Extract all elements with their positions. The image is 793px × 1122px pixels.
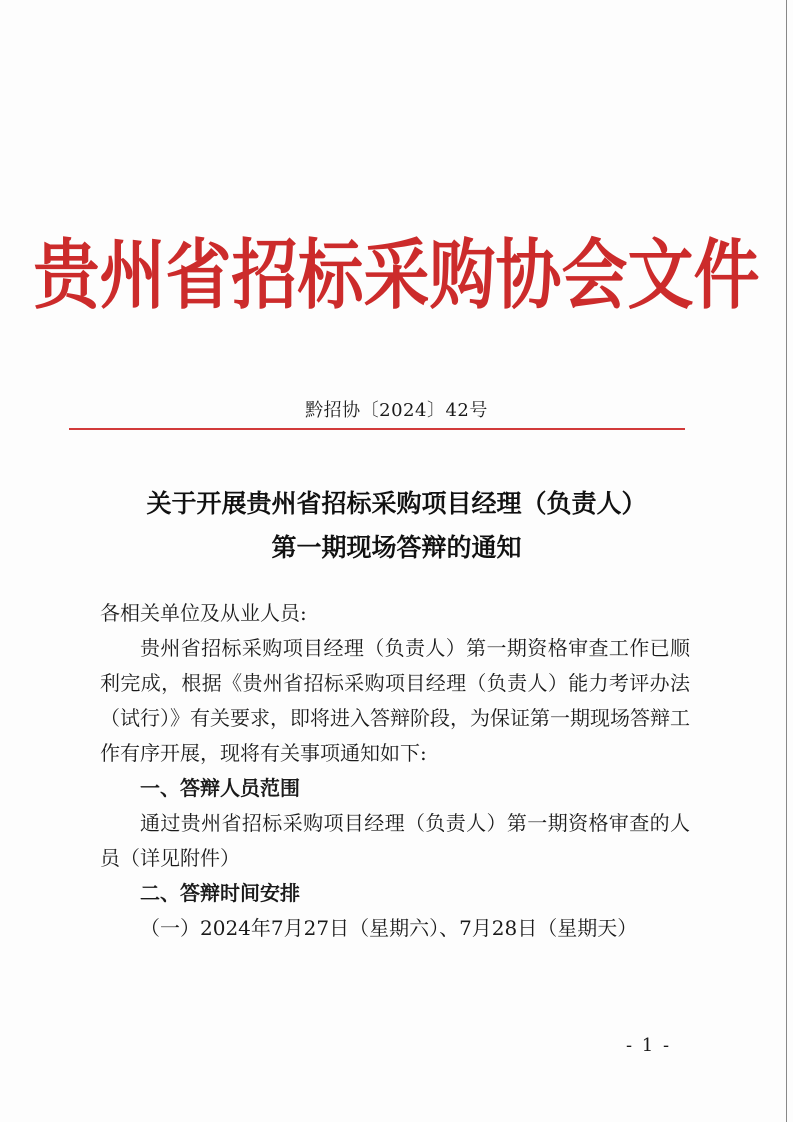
section-2-item-1: （一）2024年7月27日（星期六）、7月28日（星期天） <box>140 916 638 940</box>
notice-body <box>100 596 690 946</box>
notice-title-line-2: 第一期现场答辩的通知 <box>271 533 522 562</box>
document-number: 黔招协〔2024〕42号 <box>305 400 488 421</box>
section-2-heading: 二、答辩时间安排 <box>140 881 300 905</box>
document-masthead: 贵州省招标采购协会文件 <box>33 230 760 320</box>
page-number: - 1 - <box>626 1035 672 1056</box>
notice-title <box>0 482 793 570</box>
red-divider-rule <box>69 428 685 430</box>
section-1-heading: 一、答辩人员范围 <box>140 776 300 800</box>
intro-paragraph: 贵州省招标采购项目经理（负责人）第一期资格审查工作已顺利完成，根据《贵州省招标采购项目经理（负责人）能力考评办法（试行）》有关要求，即将进入答辩阶段，为保证第一期现场答辩工作有序开展，现将有关事项通知如下: <box>100 636 690 765</box>
section-1-paragraph: 通过贵州省招标采购项目经理（负责人）第一期资格审查的人员（详见附件） <box>100 811 690 870</box>
notice-title-line-1: 关于开展贵州省招标采购项目经理（负责人） <box>146 489 647 518</box>
salutation: 各相关单位及从业人员: <box>100 601 307 625</box>
